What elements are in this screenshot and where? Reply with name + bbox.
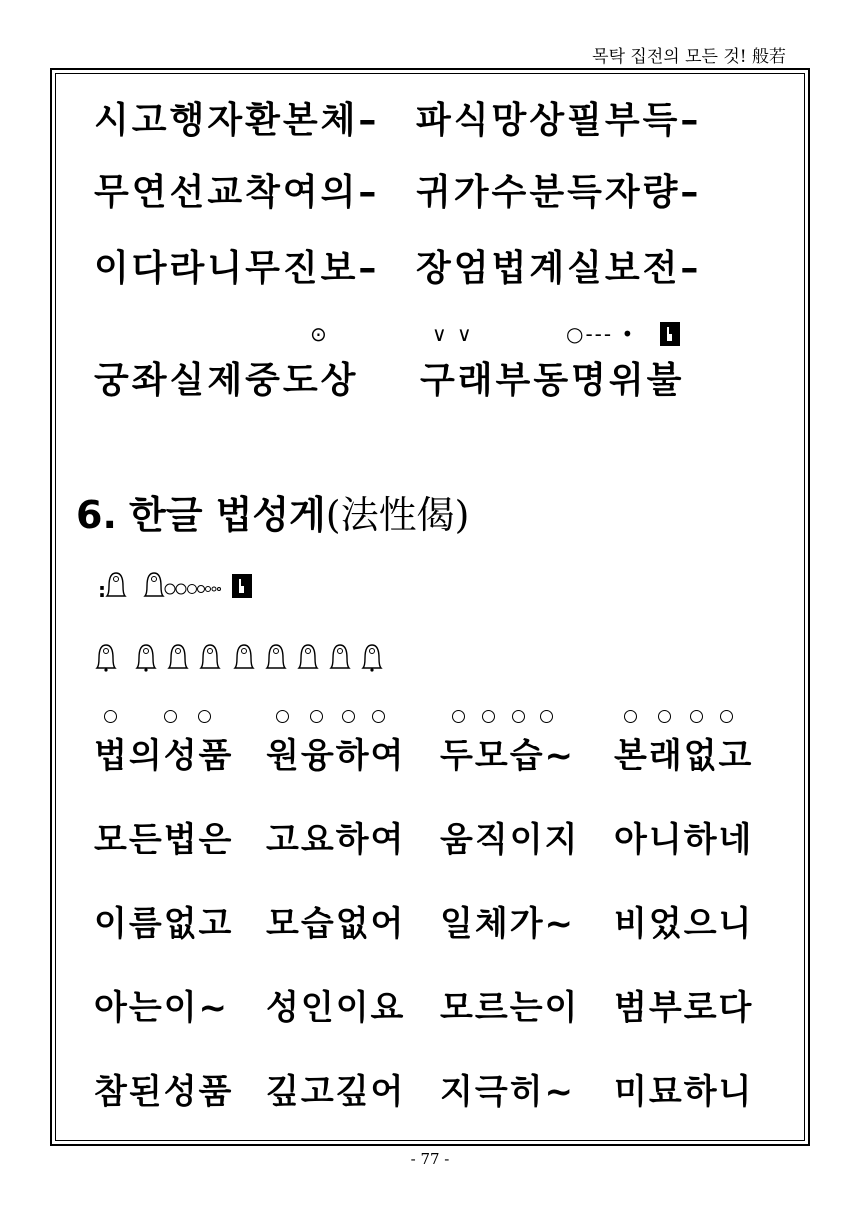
hymn-cell: 범부로다	[614, 988, 754, 1028]
verse-left-2: 무연선교착여의–	[94, 172, 380, 213]
section-title-hanja: (法性偈)	[325, 493, 470, 537]
hymn-cell: 두모습~	[440, 736, 576, 776]
hymn-cell: 지극히~	[440, 1072, 576, 1112]
ring-mark	[276, 710, 289, 723]
moktak-hand-icon	[660, 322, 680, 346]
ring-mark	[720, 710, 733, 723]
ring-mark	[624, 710, 637, 723]
ring-mark	[482, 710, 495, 723]
trailing-circles-icon	[164, 582, 226, 596]
hymn-cell: 움직이지	[440, 820, 580, 860]
hymn-cell: 비었으니	[614, 904, 754, 944]
ring-mark	[690, 710, 703, 723]
verse-left-4: 궁좌실제중도상	[94, 360, 359, 401]
ring-mark	[164, 710, 177, 723]
ring-mark	[104, 710, 117, 723]
verse-left-3: 이다라니무진보–	[94, 248, 380, 289]
section-title	[76, 484, 469, 539]
section-title-korean: 한글 법성게	[128, 493, 326, 537]
bell-neume-icon	[134, 642, 158, 672]
ring-mark	[658, 710, 671, 723]
verse-right-2: 귀가수분득자량–	[416, 172, 702, 213]
neume-prefix: :	[98, 578, 108, 602]
hymn-cell: 모든법은	[94, 820, 234, 860]
bell-neume-icon	[94, 642, 118, 672]
ring-mark	[512, 710, 525, 723]
bell-neume-icon	[104, 570, 128, 600]
bell-neume-icon	[142, 570, 166, 600]
verse-right-4: 구래부동명위불	[420, 360, 685, 401]
hymn-cell: 모습없어	[266, 904, 406, 944]
dot-circle-mark: ⊙	[310, 322, 329, 346]
ring-mark	[452, 710, 465, 723]
bell-neume-icon	[232, 642, 256, 672]
bell-neume-icon	[360, 642, 384, 672]
running-header: 목탁 집전의 모든 것! 般若	[592, 47, 786, 67]
hymn-cell: 고요하여	[266, 820, 406, 860]
section-number: 6.	[76, 493, 117, 537]
verse-right-3: 장엄법계실보전–	[416, 248, 702, 289]
ring-mark	[342, 710, 355, 723]
hymn-cell: 깊고깊어	[266, 1072, 406, 1112]
hymn-cell: 이름없고	[94, 904, 234, 944]
bell-neume-icon	[166, 642, 190, 672]
hymn-cell: 아니하네	[614, 820, 754, 860]
verse-right-1: 파식망상필부득–	[416, 100, 702, 141]
hymn-cell: 미묘하니	[614, 1072, 754, 1112]
hymn-cell: 일체가~	[440, 904, 576, 944]
bell-neume-icon	[264, 642, 288, 672]
verse-left-1: 시고행자환본체–	[94, 100, 380, 141]
hymn-cell: 참된성품	[94, 1072, 234, 1112]
moktak-hand-icon	[232, 574, 252, 598]
hymn-cell: 성인이요	[266, 988, 406, 1028]
bell-neume-icon	[296, 642, 320, 672]
line-mark: ○--- •	[566, 322, 636, 346]
hymn-cell: 모르는이	[440, 988, 580, 1028]
hymn-cell: 법의성품	[94, 736, 234, 776]
bell-neume-icon	[328, 642, 352, 672]
hymn-cell: 원융하여	[266, 736, 406, 776]
page-number: - 77 -	[410, 1150, 450, 1168]
check-marks: ∨ ∨	[432, 322, 474, 346]
hymn-cell: 본래없고	[614, 736, 754, 776]
hymn-cell: 아는이~	[94, 988, 230, 1028]
ring-mark	[198, 710, 211, 723]
bell-neume-icon	[198, 642, 222, 672]
ring-mark	[540, 710, 553, 723]
ring-mark	[310, 710, 323, 723]
ring-mark	[372, 710, 385, 723]
